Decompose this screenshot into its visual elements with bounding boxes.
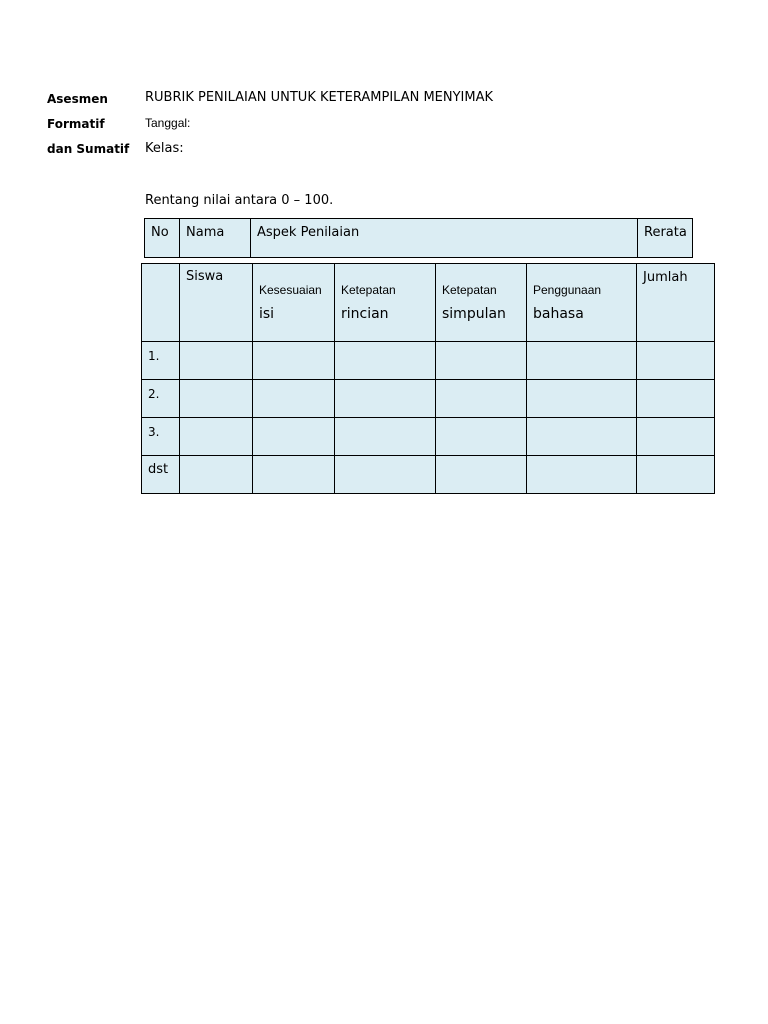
side-label-formatif: Formatif xyxy=(47,117,105,131)
table-cell[interactable] xyxy=(436,380,527,418)
header-cell-ketepatan-rincian xyxy=(335,264,436,342)
table-header-row xyxy=(142,264,715,342)
table-cell[interactable] xyxy=(637,418,715,456)
table-cell[interactable] xyxy=(527,456,637,494)
document-title: RUBRIK PENILAIAN UNTUK KETERAMPILAN MENYIMAK xyxy=(145,90,494,105)
table-cell[interactable] xyxy=(180,342,253,380)
header-cell-siswa xyxy=(180,264,253,342)
table-cell[interactable] xyxy=(180,418,253,456)
row-number-cell[interactable] xyxy=(142,342,180,380)
row-number-cell[interactable] xyxy=(142,456,180,494)
table-cell[interactable] xyxy=(527,418,637,456)
table-cell[interactable] xyxy=(180,456,253,494)
header-nama: Nama xyxy=(186,225,225,240)
table-cell[interactable] xyxy=(335,456,436,494)
table-row xyxy=(142,342,715,380)
col-ketepatan-rincian-l2: rincian xyxy=(341,306,389,322)
header-cell-ketepatan-simpulan xyxy=(436,264,527,342)
range-note: Rentang nilai antara 0 – 100. xyxy=(145,193,334,208)
side-label-asesmen: Asesmen xyxy=(47,92,108,106)
row-number-cell[interactable] xyxy=(142,380,180,418)
col-jumlah: Jumlah xyxy=(643,270,688,285)
header-cell-jumlah xyxy=(637,264,715,342)
row-number: dst xyxy=(148,462,169,477)
row-number: 3. xyxy=(148,425,160,439)
table-cell[interactable] xyxy=(436,418,527,456)
header-cell-penggunaan xyxy=(527,264,637,342)
header-table xyxy=(144,218,693,258)
table-row xyxy=(142,380,715,418)
table-cell[interactable] xyxy=(527,380,637,418)
table-cell[interactable] xyxy=(253,418,335,456)
table-cell[interactable] xyxy=(637,380,715,418)
col-kesesuaian-l1: Kesesuaian xyxy=(259,283,322,297)
header-no: No xyxy=(151,225,169,240)
tanggal-label: Tanggal: xyxy=(145,116,191,130)
table-cell[interactable] xyxy=(253,342,335,380)
col-siswa: Siswa xyxy=(186,269,224,284)
table-cell[interactable] xyxy=(637,456,715,494)
table-cell[interactable] xyxy=(335,418,436,456)
table-cell[interactable] xyxy=(253,380,335,418)
header-cell-nama xyxy=(180,219,251,258)
table-cell[interactable] xyxy=(637,342,715,380)
table-cell[interactable] xyxy=(253,456,335,494)
col-penggunaan-l2: bahasa xyxy=(533,306,584,322)
col-penggunaan-l1: Penggunaan xyxy=(533,283,602,297)
table-cell[interactable] xyxy=(335,380,436,418)
col-ketepatan-rincian-l1: Ketepatan xyxy=(341,283,396,297)
col-ketepatan-simpulan-l1: Ketepatan xyxy=(442,283,497,297)
table-cell[interactable] xyxy=(436,342,527,380)
table-cell[interactable] xyxy=(436,456,527,494)
col-ketepatan-simpulan-l2: simpulan xyxy=(442,306,506,322)
header-aspek: Aspek Penilaian xyxy=(257,225,360,240)
col-kesesuaian-l2: isi xyxy=(259,306,275,322)
row-number-cell[interactable] xyxy=(142,418,180,456)
row-number: 2. xyxy=(148,387,160,401)
table-cell[interactable] xyxy=(335,342,436,380)
row-number: 1. xyxy=(148,349,160,363)
header-rerata: Rerata xyxy=(644,225,687,240)
header-cell-no xyxy=(145,219,180,258)
header-cell-rerata xyxy=(638,219,693,258)
kelas-label: Kelas: xyxy=(145,141,184,156)
header-cell-aspek xyxy=(251,219,638,258)
header-cell-blank xyxy=(142,264,180,342)
table-cell[interactable] xyxy=(527,342,637,380)
table-cell[interactable] xyxy=(180,380,253,418)
side-label-dan-sumatif: dan Sumatif xyxy=(47,142,130,156)
header-cell-kesesuaian xyxy=(253,264,335,342)
table-row xyxy=(142,456,715,494)
rubric-table xyxy=(141,263,715,494)
table-row xyxy=(142,418,715,456)
